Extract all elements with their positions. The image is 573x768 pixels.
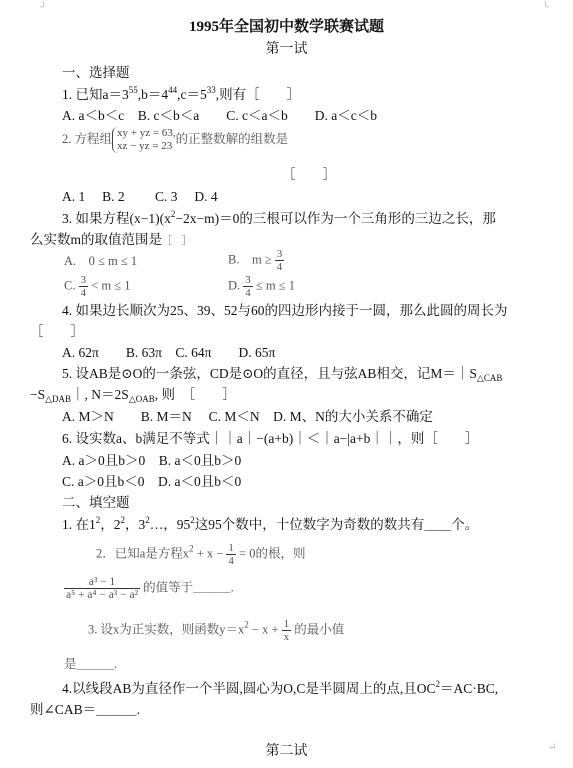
question-3-line1: 3. 如果方程$(x-1)(x^2-2x-m)=0$的三根可以作为一个三角形的三边之长，那 (62, 209, 496, 226)
question-3-option-d: D. $\frac{3}{4}$ ≤ m ≤ 1 (228, 274, 295, 299)
question-6-line1: 6. 设实数a、b满足不等式｜｜a｜−(a+b)｜＜｜a−|a+b｜｜，则［ ］ (62, 431, 479, 446)
fill-question-3-line1: 3. 设x为正实数，则函数$y=x^2 - x$ + $\frac{1}{x}$ 的最小值 (88, 618, 345, 643)
fill-question-1: 1. 在$1^2$，$2^2$，$3^2\dots$，$95^2$这95个数中，十位数字为奇数的数共有＿＿个。 (62, 515, 479, 532)
question-6-options-row1: A. a＞0且b＞0 B. a＜0且b＞0 (62, 453, 242, 468)
equation-system: xy + yz = 63, xz − yz = 23 (112, 127, 176, 153)
question-2-options: A. 1 B. 2 C. 3 D. 4 (62, 189, 218, 204)
question-3-option-b: B. m ≥ $\frac{3}{4}$ (228, 248, 283, 273)
fill-question-4-line2: 则∠CAB＝＿＿＿. (30, 702, 140, 717)
section-choice-heading: 一、选择题 (62, 65, 130, 81)
section-fill-heading: 二、填空题 (62, 495, 130, 511)
question-6-options-row2: C. a＞0且b＜0 D. a＜0且b＜0 (62, 474, 242, 489)
page-title: 1995年全国初中数学联赛试题 (188, 19, 384, 35)
fill-question-2-line2: $\frac{\text{a³ − 1}}{\text{a⁵ + a⁴ − a³ − a²}}$ 的值等于＿＿＿. (66, 576, 234, 601)
question-1: 1. 已知$a=3^{55},b=4^{44},c=5^{33}$,则有［ ］ (62, 85, 301, 102)
question-4-line1: 4. 如果边长顺次为25、39、52与60的四边形内接于一圆，那么此圆的周长为 (62, 303, 508, 318)
question-1-options: A. a＜b＜c B. c＜b＜a C. c＜a＜b D. a＜c＜b (62, 108, 377, 123)
question-5-options: A. M＞N B. M＝N C. M＜N D. M、N的大小关系不确定 (62, 409, 433, 424)
paragraph-mark: ↵ (548, 742, 557, 753)
part-two-heading: 第二试 (265, 743, 308, 759)
question-3-option-a: A. 0 ≤ m ≤ 1 (64, 254, 138, 268)
question-4-options: A. 62π B. 63π C. 64π D. 65π (62, 345, 276, 360)
fill-question-4-line1: 4.以线段AB为直径作一个半圆,圆心为O,C是半圆周上的点,且$OC^2=AC\cdot BC$, (62, 679, 499, 696)
corner-mark-top-right: └ (542, 2, 550, 13)
question-5-line1: 5. 设AB是⊙O的一条弦，CD是⊙O的直径，且与弦AB相交，记$M=|S_{\triangle CAB}$ (62, 366, 503, 383)
question-3-option-c: C. $\frac{3}{4}$ < m ≤ 1 (64, 274, 131, 299)
question-3-line2: 么实数m的取值范围是［ ］ (30, 232, 193, 247)
corner-mark-top-left: ┘ (40, 2, 48, 13)
question-4-line2: ［ ］ (30, 324, 84, 339)
fill-question-3-line2: 是＿＿＿. (64, 657, 118, 671)
part-one-heading: 第一试 (265, 41, 308, 57)
question-5-line2: $-S_{\triangle DAB}|$, $N=2S_{\triangle OAB}$, 则 ［ ］ (30, 387, 236, 404)
question-2: 2. 方程组 xy + yz = 63, xz − yz = 23 的正整数解的组数是 (62, 127, 289, 152)
question-2-bracket: ［ ］ (282, 167, 336, 182)
fill-question-2-line1: 2．已知a是方程$x^2 + x$ − $\frac{1}{4}$ = 0的根，则 (96, 542, 306, 567)
